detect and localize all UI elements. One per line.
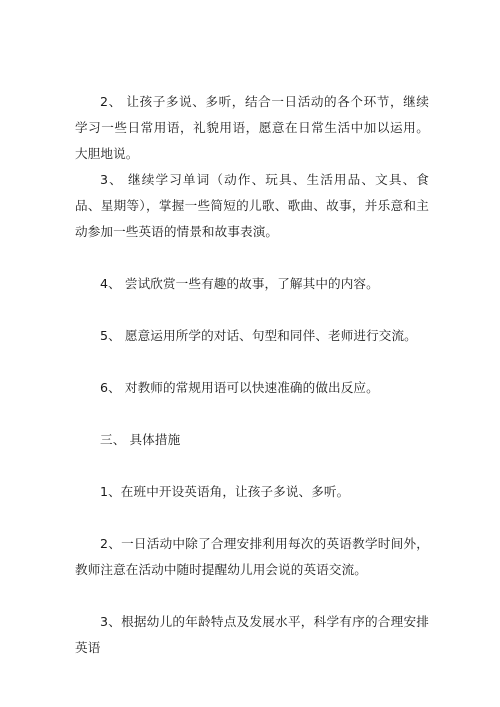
document-page xyxy=(75,0,429,707)
paragraph-goal-3: 3、 继续学习单词（动作、玩具、生活用品、文具、食品、星期等），掌握一些简短的儿歌、歌曲、故事，并乐意和主动参加一些英语的情景和故事表演。 xyxy=(75,172,429,239)
paragraph-measure-2: 2、一日活动中除了合理安排利用每次的英语教学时间外，教师注意在活动中随时提醒幼儿用会说的英语交流。 xyxy=(75,536,429,577)
paragraph-goal-4: 4、 尝试欣赏一些有趣的故事，了解其中的内容。 xyxy=(100,276,379,291)
paragraph-measure-1: 1、在班中开设英语角，让孩子多说、多听。 xyxy=(100,484,350,499)
section-heading-measures: 三、 具体措施 xyxy=(100,432,181,447)
paragraph-goal-2: 2、 让孩子多说、多听，结合一日活动的各个环节，继续学习一些日常用语，礼貌用语，愿意在日常生活中加以运用。大胆地说。 xyxy=(75,94,429,161)
paragraph-goal-5: 5、 愿意运用所学的对话、句型和同伴、老师进行交流。 xyxy=(100,328,417,343)
paragraph-measure-3: 3、根据幼儿的年龄特点及发展水平，科学有序的合理安排英语 xyxy=(75,614,429,655)
paragraph-goal-6: 6、 对教师的常规用语可以快速准确的做出反应。 xyxy=(100,380,379,395)
